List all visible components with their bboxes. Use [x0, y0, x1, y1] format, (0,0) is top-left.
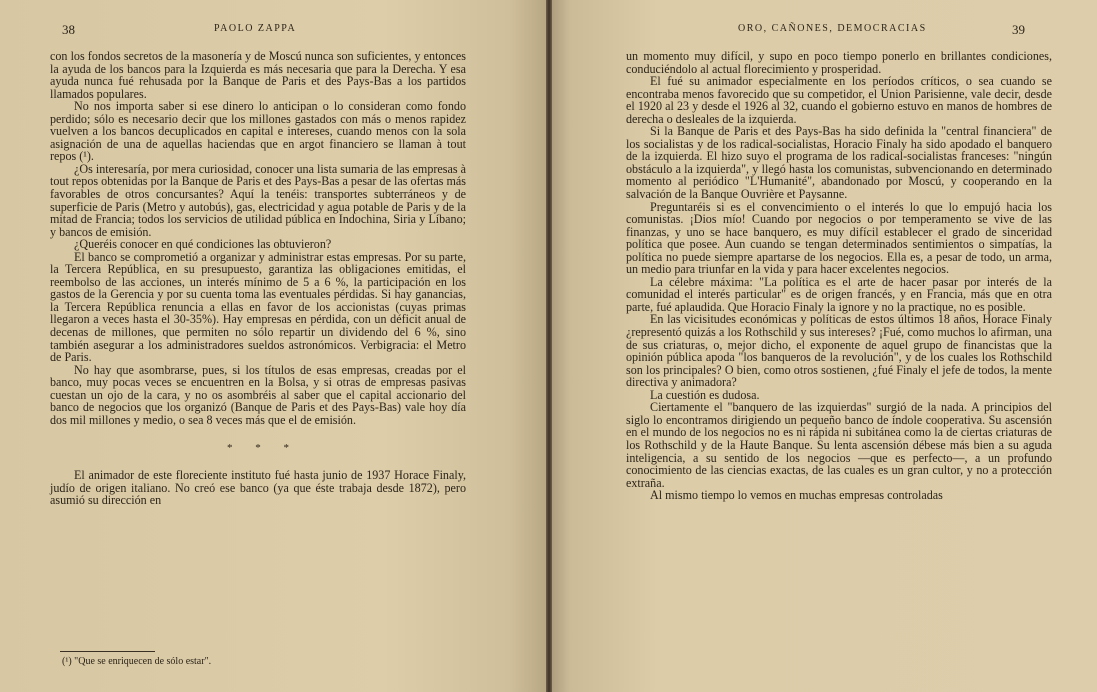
book-gutter	[546, 0, 552, 692]
left-paragraph-2: No nos importa saber si ese dinero lo anticipan o lo consideran como fondo perdido; sólo es necesario decir que los millones gastados con más o menos rapidez vuelven a los bancos decuplicados en capital e intereses, cuando menos con la sola asignación de una de aquellas haciendas que en argot financiero se llaman à tout repos (¹).	[50, 99, 466, 164]
right-running-title: ORO, CAÑONES, DEMOCRACIAS	[738, 23, 927, 34]
right-page-body	[626, 50, 1052, 502]
left-paragraph-3: ¿Os interesaría, por mera curiosidad, conocer una lista sumaria de las empresas à tout repos obtenidas por la Banque de Paris et des Pays-Bas a pesar de las ofertas más favorables de otros concursantes? Aquí la tenéis: transportes subterráneos y de superficie de Paris (Metro y autobús), gas, electricidad y agua potable de Paris y de la mitad de Francia; todos los servicios de utilidad pública en Indochina, Siria y Líbano; y bancos de emisión.	[50, 161, 466, 239]
footnote: (¹) "Que se enriquecen de sólo estar".	[62, 656, 212, 667]
left-paragraph-4: ¿Queréis conocer en qué condiciones las obtuvieron?	[74, 237, 332, 252]
right-paragraph-1: un momento muy difícil, y supo en poco tiempo ponerlo en brillantes condiciones, conduciéndolo al actual florecimiento y prosperidad.	[626, 49, 1052, 76]
right-paragraph-8: Ciertamente el "banquero de las izquierdas" surgió de la nada. A principios del siglo lo encontramos dirigiendo un pequeño banco de índole cooperativa. Su ascensión en el mundo de los negocios no es ni rápida ni subitánea como la de ciertas criaturas de los Rothschild y de la Haute Banque. Su lenta ascensión débese más bien a su aguda inteligencia, a su sentido de los negocios —que es perfecto—, a un profundo conocimiento de las ciencias exactas, de las cuales es un gran cultor, y no a protección extraña.	[626, 400, 1052, 490]
left-page	[0, 0, 548, 692]
left-closing-paragraph: El animador de este floreciente instituto fué hasta junio de 1937 Horace Finaly, judío de origen italiano. No creó ese banco (ya que éste trabaja desde 1872), pero asumió su dirección en	[50, 467, 466, 508]
right-paragraph-7: La cuestión es dudosa.	[650, 387, 760, 402]
left-paragraph-1: con los fondos secretos de la masonería y de Moscú nunca son suficientes, y entonces la ayuda de los bancos para la Izquierda es más necesaria que para la Derecha. Y esa ayuda nunca fué rehusada por la Banque de Paris et des Pays-Bas a los partidos llamados populares.	[50, 49, 466, 101]
right-paragraph-4: Preguntaréis si es el convencimiento o el interés lo que lo empujó hacia los comunistas. ¡Dios mío! Cuando por negocios o por temperamento se vive de las finanzas, y uno se hace banquero, es muy difícil establecer el grado de sinceridad política que posee. Aun cuando se tengan determinados sentimientos o simpatías, la política no puede siempre apartarse de los negocios. Ella es, a pesar de todo, un arma, un medio para triunfar en la vida y para hacer excelentes negocios.	[626, 199, 1052, 277]
left-running-title: PAOLO ZAPPA	[214, 23, 297, 34]
left-page-number: 38	[62, 22, 75, 37]
left-running-head	[62, 22, 472, 38]
right-paragraph-5: La célebre máxima: "La política es el arte de hacer pasar por interés de la comunidad el interés particular" es de origen francés, y en Francia, más que en otra parte, fué aplaudida. Que Horacio Finaly la ignore y no la practique, no es posible.	[626, 274, 1052, 314]
right-paragraph-9: Al mismo tiempo lo vemos en muchas empresas controladas	[650, 488, 943, 503]
footnote-rule	[60, 651, 155, 652]
left-paragraph-6: No hay que asombrarse, pues, si los títulos de esas empresas, creadas por el banco, muy pocas veces se encuentren en la Bolsa, y si otras de empresas pasivas cuestan un ojo de la cara, y no os asombréis al saber que el capital accionario del banco de negocios que los organizó (Banque de Paris et des Pays-Bas) vale hoy día dos mil millones y medio, o sea 8 veces más que el de emisión.	[50, 362, 466, 427]
right-paragraph-6: En las vicisitudes económicas y políticas de estos últimos 18 años, Horace Finaly ¿representó quizás a los Rothschild y sus intereses? ¡Fué, como muchos lo afirman, una de sus criaturas, o, mejor dicho, el exponente de aquel grupo de financistas que la opinión pública apoda "los banqueros de la revolución", y de los cuales los Rothschild son los principales? O bien, como otros sostienen, ¿fué Finaly el jefe de todos, la mente directiva y animadora?	[626, 312, 1052, 390]
left-page-body	[50, 50, 466, 507]
right-running-head	[738, 22, 1038, 38]
right-paragraph-3: Si la Banque de Paris et des Pays-Bas ha sido definida la "central financiera" de los socialistas y de los radical-socialistas, Horacio Finaly ha sido apodado el banquero de la izquierda. El hizo suyo el programa de los radical-socialistas franceses: "ningún obstáculo a la izquierda", y llegó hasta los comunistas, subvencionando en determinado momento al periódico "L'Humanité", abandonado por Moscú, y cooperando en la salvación de la Banque Ouvrière et Paysanne.	[626, 124, 1052, 202]
left-paragraph-5: El banco se comprometió a organizar y administrar estas empresas. Por su parte, la Tercera República, en su presupuesto, garantiza las obligaciones emitidas, el reembolso de las acciones, un interés mínimo de 5 a 6 %, la participación en los gastos de la Gerencia y por su cuenta toma las eventuales pérdidas. Si hay ganancias, la Tercera República renuncia a ellas en favor de los accionistas (cuyas primas llegaron a veces hasta el 30-35%). Hay empresas en pérdida, con un déficit anual de decenas de millones, que permiten no sólo repartir un dividendo del 6 %, sino también asegurar a los administradores sueldos astronómicos. Verbigracia: el Metro de Paris.	[50, 249, 466, 365]
section-separator: * * *	[227, 442, 299, 455]
right-paragraph-2: El fué su animador especialmente en los períodos críticos, o sea cuando se encontraba menos favorecido que su competidor, el Union Parisienne, vale decir, desde el 1920 al 23 y desde el 1926 al 32, cuando el gobierno estuvo en manos de hombres de derecha o desleales de la izquierda.	[626, 74, 1052, 126]
right-page-number: 39	[1012, 22, 1025, 37]
right-page	[548, 0, 1097, 692]
